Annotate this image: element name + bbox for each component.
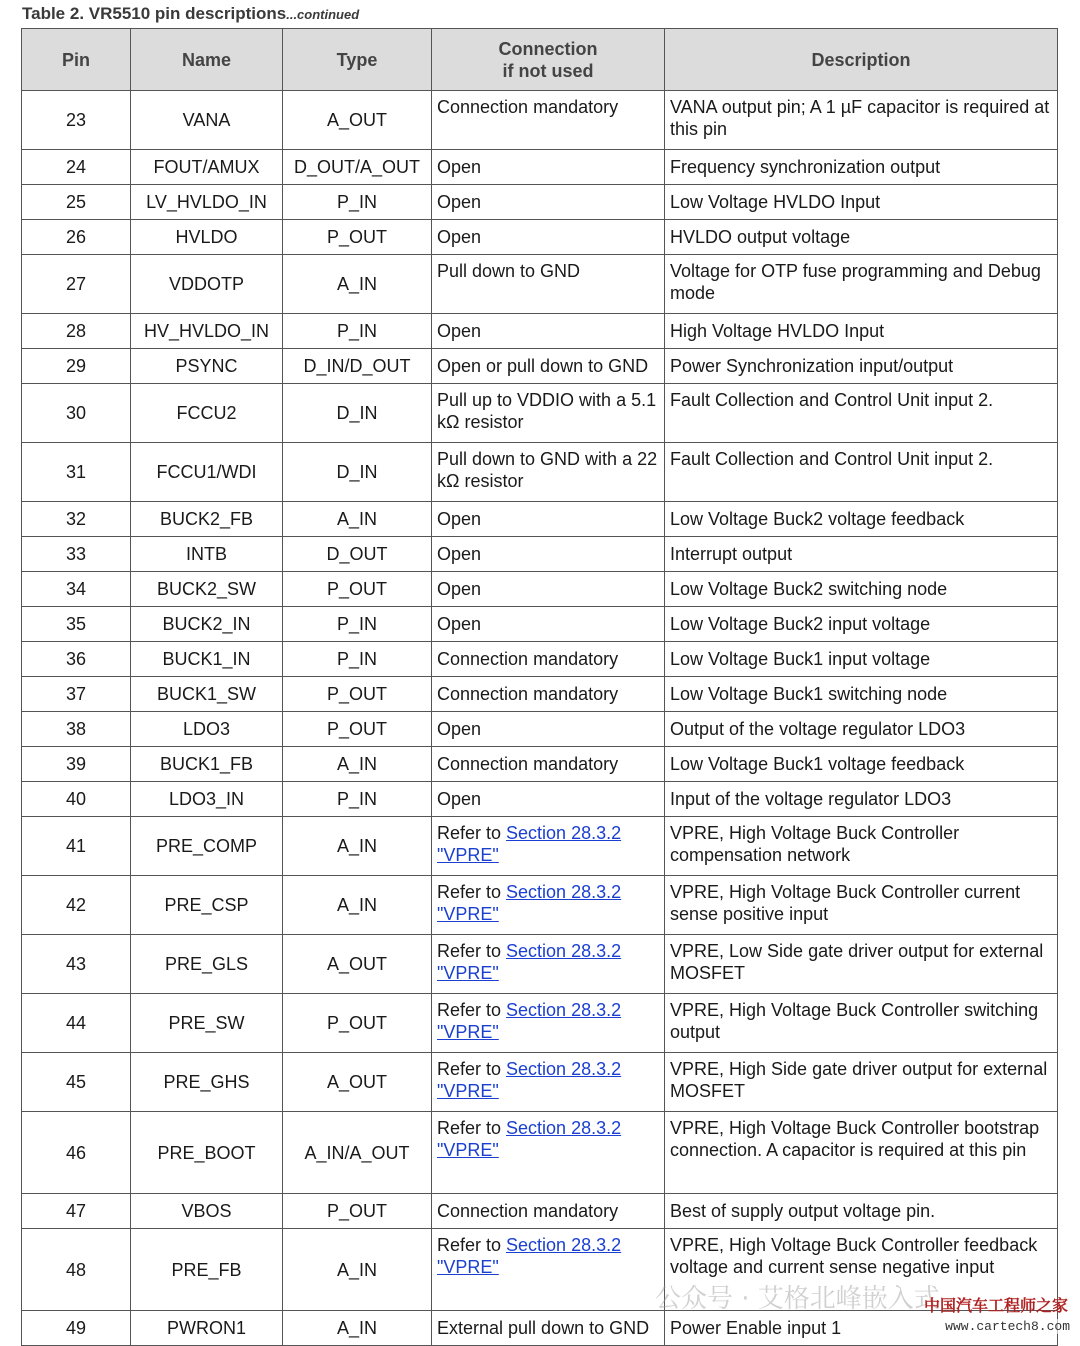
cell-connection: Open — [432, 185, 665, 220]
cell-pin: 25 — [22, 185, 131, 220]
cell-pin: 38 — [22, 712, 131, 747]
cell-type: P_OUT — [283, 712, 432, 747]
cell-description: Low Voltage Buck1 input voltage — [665, 642, 1058, 677]
caption-label: Table 2. VR5510 pin descriptions — [22, 4, 287, 23]
cell-connection: Open — [432, 537, 665, 572]
cell-description: VPRE, High Voltage Buck Controller switching output — [665, 994, 1058, 1053]
pin-description-table — [21, 28, 1058, 1346]
cell-pin: 32 — [22, 502, 131, 537]
cell-connection: Open — [432, 220, 665, 255]
cell-description: Fault Collection and Control Unit input 2. — [665, 443, 1058, 502]
cell-name: BUCK1_FB — [131, 747, 283, 782]
cell-name: BUCK1_IN — [131, 642, 283, 677]
table-row — [22, 935, 1058, 994]
cell-type: D_OUT — [283, 537, 432, 572]
cell-type: D_IN — [283, 384, 432, 443]
cell-type: P_IN — [283, 642, 432, 677]
cell-description: Low Voltage Buck2 voltage feedback — [665, 502, 1058, 537]
cell-connection: Open or pull down to GND — [432, 349, 665, 384]
table-row — [22, 712, 1058, 747]
table-row — [22, 220, 1058, 255]
cell-pin: 28 — [22, 314, 131, 349]
cell-pin: 45 — [22, 1053, 131, 1112]
cell-name: PSYNC — [131, 349, 283, 384]
cell-name: PRE_FB — [131, 1229, 283, 1311]
cell-connection: Open — [432, 782, 665, 817]
cell-name: PRE_SW — [131, 994, 283, 1053]
cell-description: VPRE, High Voltage Buck Controller bootstrap connection. A capacitor is required at this pin — [665, 1112, 1058, 1194]
cell-pin: 42 — [22, 876, 131, 935]
cell-connection: Pull down to GND — [432, 255, 665, 314]
cell-description: High Voltage HVLDO Input — [665, 314, 1058, 349]
table-row — [22, 782, 1058, 817]
cell-pin: 34 — [22, 572, 131, 607]
table-header-row — [22, 29, 1058, 91]
cell-name: BUCK1_SW — [131, 677, 283, 712]
table-row — [22, 349, 1058, 384]
cell-name: LV_HVLDO_IN — [131, 185, 283, 220]
cell-description: Interrupt output — [665, 537, 1058, 572]
cell-connection: Open — [432, 150, 665, 185]
cell-name: FOUT/AMUX — [131, 150, 283, 185]
cell-type: A_IN — [283, 1311, 432, 1346]
cell-description: VPRE, High Voltage Buck Controller compensation network — [665, 817, 1058, 876]
cell-connection — [432, 994, 665, 1053]
cell-description: Low Voltage Buck1 voltage feedback — [665, 747, 1058, 782]
table-row — [22, 607, 1058, 642]
header-name: Name — [131, 29, 283, 91]
cell-connection — [432, 817, 665, 876]
cell-connection: Open — [432, 314, 665, 349]
cell-type: A_IN — [283, 1229, 432, 1311]
refer-to-text: Refer to — [437, 941, 507, 961]
cell-pin: 26 — [22, 220, 131, 255]
table-row — [22, 642, 1058, 677]
cell-description: Best of supply output voltage pin. — [665, 1194, 1058, 1229]
section-vpre-link[interactable]: Section 28.3.2 "VPRE" — [437, 1059, 622, 1101]
cell-name: LDO3 — [131, 712, 283, 747]
cell-pin: 29 — [22, 349, 131, 384]
cell-pin: 33 — [22, 537, 131, 572]
cell-connection — [432, 1053, 665, 1112]
refer-to-text: Refer to — [437, 1059, 507, 1079]
cell-pin: 27 — [22, 255, 131, 314]
cell-type: P_IN — [283, 607, 432, 642]
cell-connection: Open — [432, 712, 665, 747]
cell-description: VPRE, Low Side gate driver output for external MOSFET — [665, 935, 1058, 994]
cell-type: P_OUT — [283, 572, 432, 607]
cell-pin: 24 — [22, 150, 131, 185]
site-url-watermark: www.cartech8.com — [945, 1319, 1070, 1334]
table-row — [22, 185, 1058, 220]
table-row — [22, 150, 1058, 185]
refer-to-text: Refer to — [437, 1235, 507, 1255]
cell-type: D_OUT/A_OUT — [283, 150, 432, 185]
cell-pin: 40 — [22, 782, 131, 817]
cell-description: Fault Collection and Control Unit input 2. — [665, 384, 1058, 443]
cell-name: FCCU1/WDI — [131, 443, 283, 502]
table-row — [22, 572, 1058, 607]
cell-name: BUCK2_IN — [131, 607, 283, 642]
cell-connection — [432, 876, 665, 935]
table-row — [22, 876, 1058, 935]
cell-pin: 35 — [22, 607, 131, 642]
cell-pin: 48 — [22, 1229, 131, 1311]
header-pin: Pin — [22, 29, 131, 91]
caption-continued: ...continued — [286, 7, 360, 22]
table-row — [22, 314, 1058, 349]
cell-pin: 41 — [22, 817, 131, 876]
cell-pin: 31 — [22, 443, 131, 502]
cell-pin: 30 — [22, 384, 131, 443]
cell-pin: 39 — [22, 747, 131, 782]
cell-pin: 43 — [22, 935, 131, 994]
cell-description: VPRE, High Voltage Buck Controller current sense positive input — [665, 876, 1058, 935]
cell-pin: 37 — [22, 677, 131, 712]
cell-pin: 49 — [22, 1311, 131, 1346]
cell-name: HV_HVLDO_IN — [131, 314, 283, 349]
header-description: Description — [665, 29, 1058, 91]
refer-to-text: Refer to — [437, 1118, 507, 1138]
cell-connection — [432, 1229, 665, 1311]
header-connection-line1: Connection — [498, 38, 598, 59]
cell-type: P_OUT — [283, 677, 432, 712]
table-row — [22, 1053, 1058, 1112]
refer-to-text: Refer to — [437, 823, 507, 843]
cell-type: D_IN — [283, 443, 432, 502]
cell-name: INTB — [131, 537, 283, 572]
cell-pin: 44 — [22, 994, 131, 1053]
cell-name: PRE_CSP — [131, 876, 283, 935]
table-row — [22, 994, 1058, 1053]
table-row — [22, 677, 1058, 712]
section-vpre-link[interactable]: Section 28.3.2 "VPRE" — [437, 1118, 622, 1160]
cell-type: A_IN — [283, 255, 432, 314]
cell-description: Power Synchronization input/output — [665, 349, 1058, 384]
table-row — [22, 747, 1058, 782]
cell-connection: Connection mandatory — [432, 747, 665, 782]
cell-description: VANA output pin; A 1 µF capacitor is required at this pin — [665, 91, 1058, 150]
cell-name: PRE_COMP — [131, 817, 283, 876]
table-row — [22, 502, 1058, 537]
cell-connection: Connection mandatory — [432, 1194, 665, 1229]
table-row — [22, 537, 1058, 572]
cell-name: HVLDO — [131, 220, 283, 255]
cell-type: P_IN — [283, 314, 432, 349]
cell-type: A_OUT — [283, 935, 432, 994]
cell-name: PRE_GHS — [131, 1053, 283, 1112]
cell-description: Output of the voltage regulator LDO3 — [665, 712, 1058, 747]
cell-description: Input of the voltage regulator LDO3 — [665, 782, 1058, 817]
table-row — [22, 1112, 1058, 1194]
cell-name: VANA — [131, 91, 283, 150]
cell-connection — [432, 935, 665, 994]
cell-type: A_OUT — [283, 91, 432, 150]
table-row — [22, 255, 1058, 314]
refer-to-text: Refer to — [437, 1000, 507, 1020]
cell-description: Frequency synchronization output — [665, 150, 1058, 185]
cell-connection: Open — [432, 572, 665, 607]
cell-name: VDDOTP — [131, 255, 283, 314]
cell-name: BUCK2_FB — [131, 502, 283, 537]
cell-description: Low Voltage Buck2 input voltage — [665, 607, 1058, 642]
cell-description: Low Voltage Buck1 switching node — [665, 677, 1058, 712]
table-row — [22, 817, 1058, 876]
table-row — [22, 384, 1058, 443]
cell-name: PRE_GLS — [131, 935, 283, 994]
cell-description: HVLDO output voltage — [665, 220, 1058, 255]
cell-connection: Connection mandatory — [432, 91, 665, 150]
cell-description: Low Voltage HVLDO Input — [665, 185, 1058, 220]
cell-type: P_OUT — [283, 994, 432, 1053]
cell-connection: External pull down to GND — [432, 1311, 665, 1346]
wechat-watermark: 公众号 · 艾格北峰嵌入式 — [655, 1284, 940, 1314]
cell-connection: Pull up to VDDIO with a 5.1 kΩ resistor — [432, 384, 665, 443]
cell-description: Power Enable input 1 — [665, 1311, 1058, 1346]
cell-name: VBOS — [131, 1194, 283, 1229]
cell-name: PWRON1 — [131, 1311, 283, 1346]
table-row — [22, 443, 1058, 502]
cell-type: D_IN/D_OUT — [283, 349, 432, 384]
section-vpre-link[interactable]: Section 28.3.2 "VPRE" — [437, 941, 622, 983]
table-row — [22, 1194, 1058, 1229]
cell-pin: 23 — [22, 91, 131, 150]
cell-type: A_IN — [283, 747, 432, 782]
cell-name: FCCU2 — [131, 384, 283, 443]
cell-type: P_OUT — [283, 220, 432, 255]
cell-connection: Connection mandatory — [432, 677, 665, 712]
cell-type: A_OUT — [283, 1053, 432, 1112]
cell-type: A_IN — [283, 876, 432, 935]
cell-type: A_IN/A_OUT — [283, 1112, 432, 1194]
cell-type: P_IN — [283, 185, 432, 220]
cell-name: BUCK2_SW — [131, 572, 283, 607]
cell-pin: 47 — [22, 1194, 131, 1229]
cell-connection: Open — [432, 502, 665, 537]
table-row — [22, 1311, 1058, 1346]
section-vpre-link[interactable]: Section 28.3.2 "VPRE" — [437, 1235, 622, 1277]
header-connection-line2: if not used — [502, 60, 594, 81]
cell-name: LDO3_IN — [131, 782, 283, 817]
cell-type: P_OUT — [283, 1194, 432, 1229]
cell-type: P_IN — [283, 782, 432, 817]
section-vpre-link[interactable]: Section 28.3.2 "VPRE" — [437, 882, 622, 924]
cell-description: VPRE, High Side gate driver output for external MOSFET — [665, 1053, 1058, 1112]
table-row — [22, 91, 1058, 150]
cell-type: A_IN — [283, 817, 432, 876]
refer-to-text: Refer to — [437, 882, 507, 902]
cell-description: Voltage for OTP fuse programming and Debug mode — [665, 255, 1058, 314]
cell-pin: 46 — [22, 1112, 131, 1194]
header-connection — [432, 29, 665, 91]
cell-connection: Connection mandatory — [432, 642, 665, 677]
section-vpre-link[interactable]: Section 28.3.2 "VPRE" — [437, 823, 622, 865]
cell-name: PRE_BOOT — [131, 1112, 283, 1194]
section-vpre-link[interactable]: Section 28.3.2 "VPRE" — [437, 1000, 622, 1042]
header-type: Type — [283, 29, 432, 91]
cell-connection — [432, 1112, 665, 1194]
table-caption — [22, 4, 359, 24]
cell-pin: 36 — [22, 642, 131, 677]
cell-connection: Pull down to GND with a 22 kΩ resistor — [432, 443, 665, 502]
cell-type: A_IN — [283, 502, 432, 537]
cell-description: Low Voltage Buck2 switching node — [665, 572, 1058, 607]
cell-description: VPRE, High Voltage Buck Controller feedback voltage and current sense negative input — [665, 1229, 1058, 1311]
cell-connection: Open — [432, 607, 665, 642]
site-logo-watermark: 中国汽车工程师之家 — [923, 1296, 1068, 1315]
